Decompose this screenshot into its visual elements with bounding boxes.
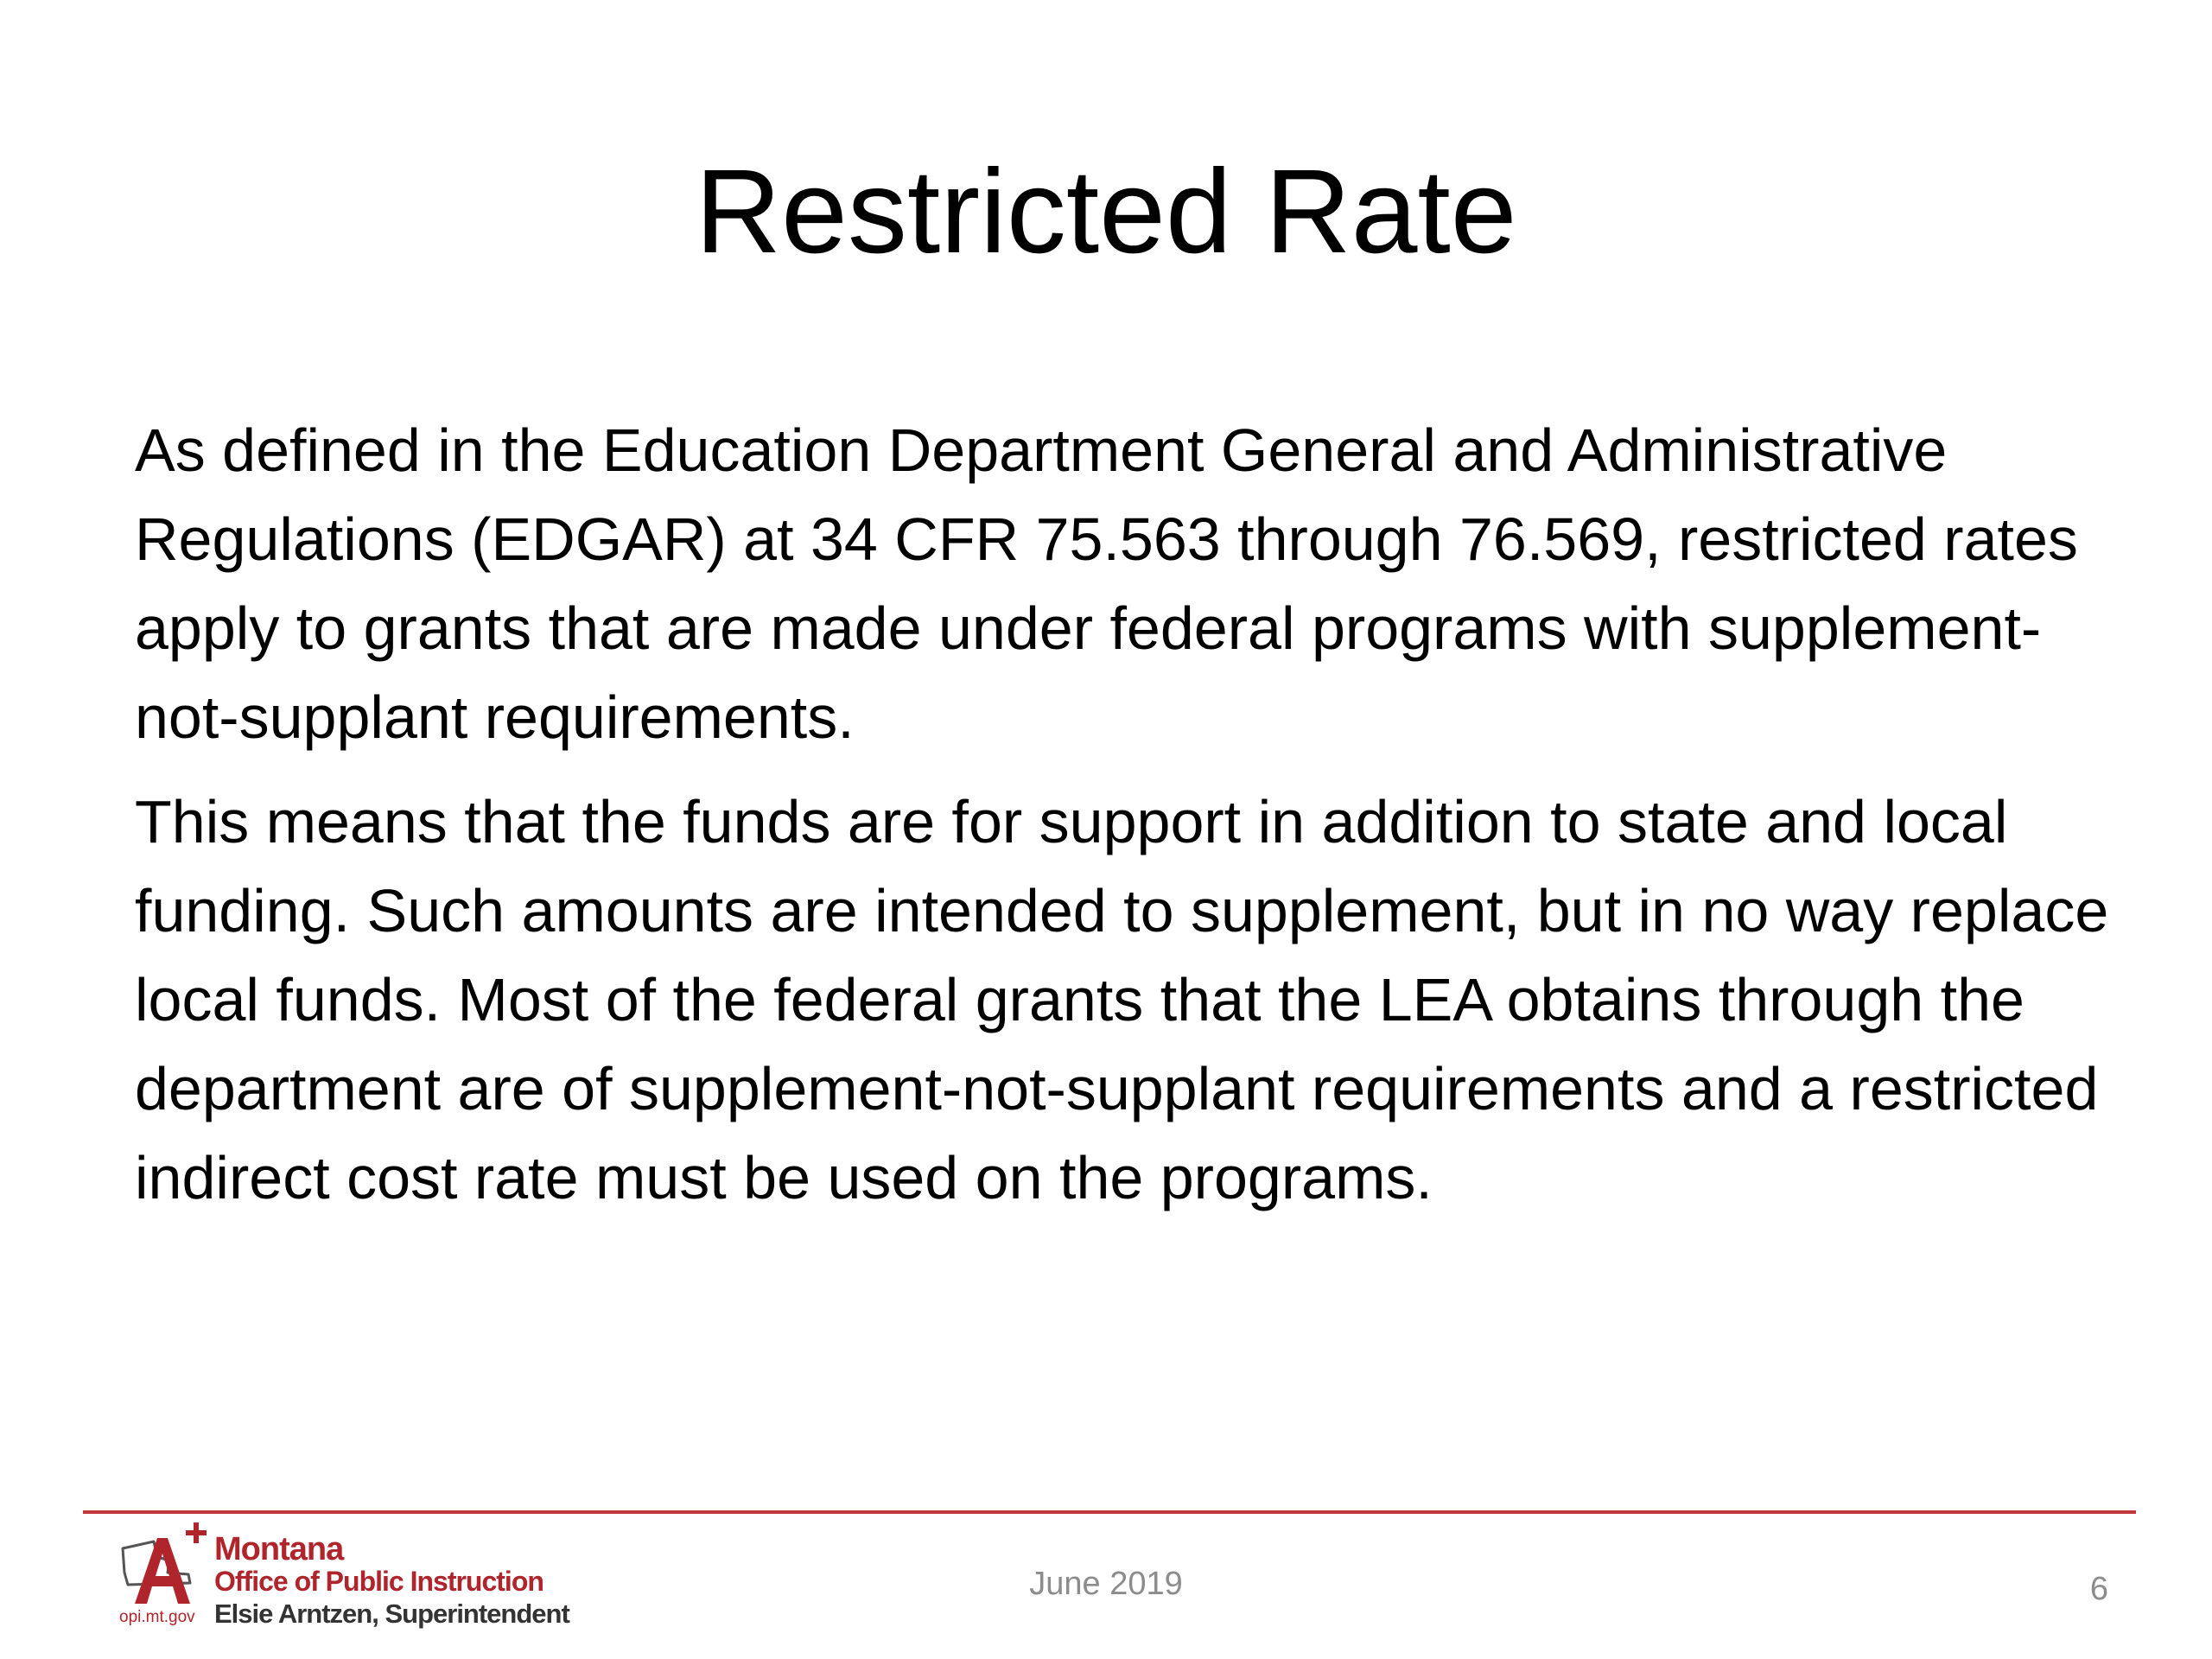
a-plus-montana-logo-icon	[119, 1522, 214, 1609]
logo-montana-text: Montana	[214, 1531, 344, 1567]
body-paragraph-edgar: As defined in the Education Department General and Administrative Regulations (EDGAR) at 34 CFR 75.563 through 76.569, restricted rates apply to grants that are made under federal programs with supplement-not-supplant requirements.	[135, 416, 2078, 751]
body-paragraph-supplement: This means that the funds are for support in addition to state and local funding. Such amounts are intended to supplement, but in no way replace local funds. Most of the federal grants that the LEA obtains through the department are of supplement-not-supplant requirements and a restricted indirect cost rate must be used on the programs.	[135, 788, 2109, 1211]
logo-url-text: opi.mt.gov	[119, 1608, 195, 1626]
page-number: 6	[2089, 1571, 2108, 1607]
logo-superintendent-text: Elsie Arntzen, Superintendent	[214, 1599, 569, 1629]
footer-date: June 2019	[1029, 1566, 1183, 1602]
slide-title: Restricted Rate	[695, 145, 1517, 278]
footer-divider	[83, 1510, 2136, 1514]
opi-logo	[119, 1522, 569, 1635]
logo-office-text: Office of Public Instruction	[214, 1566, 543, 1597]
slide-body	[135, 406, 2122, 1223]
